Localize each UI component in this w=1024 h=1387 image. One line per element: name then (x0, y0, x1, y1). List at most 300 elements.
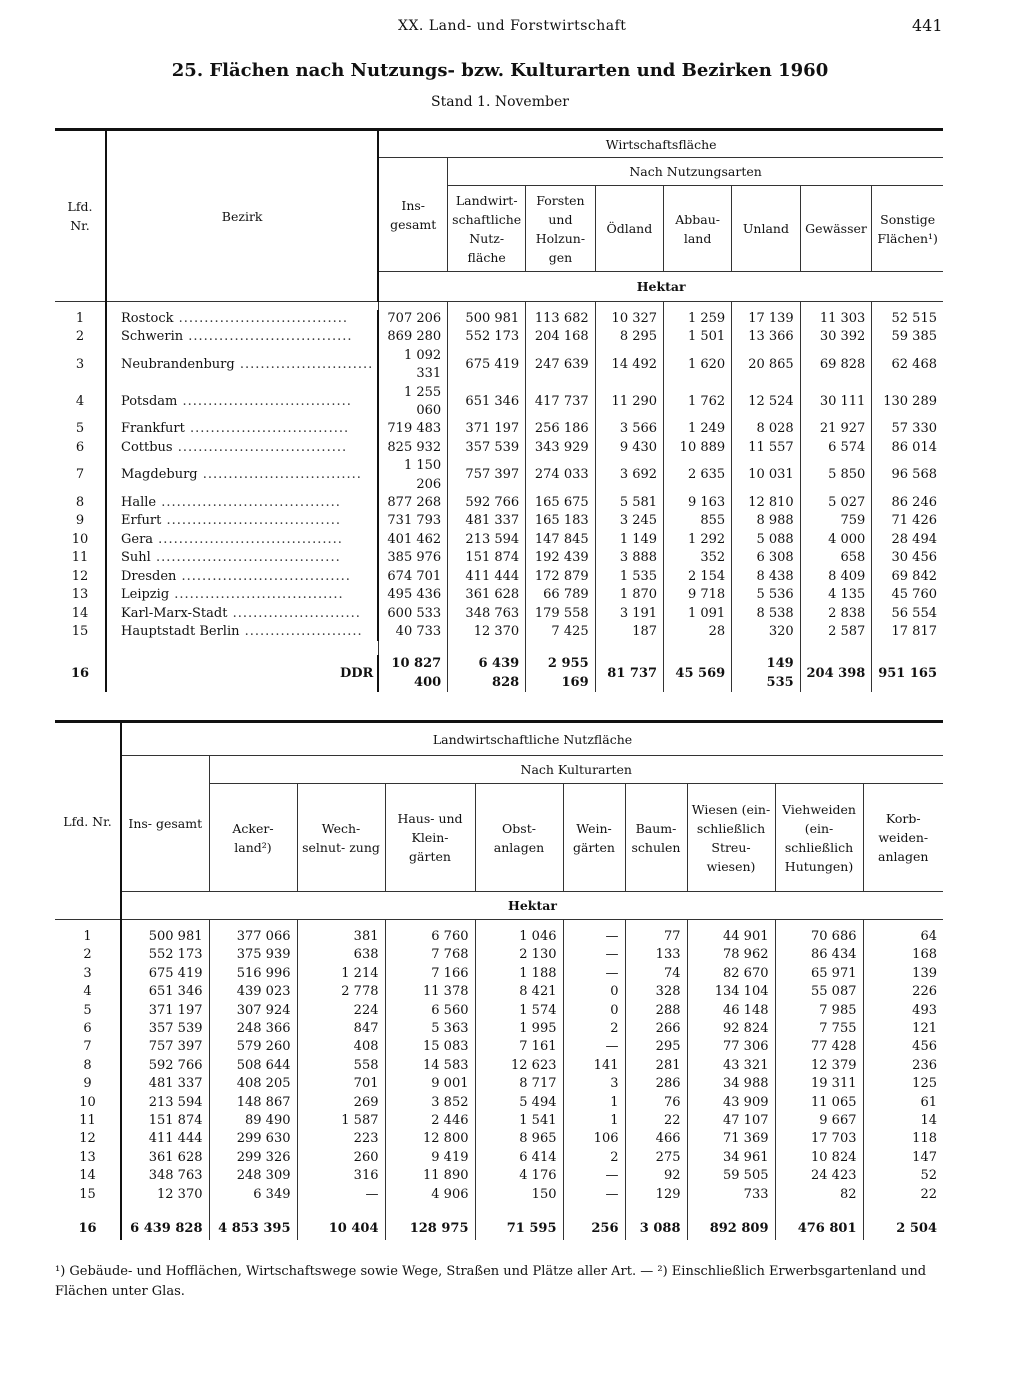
leader-dots: ................................. (177, 393, 352, 409)
value-cell: 1 249 (664, 420, 732, 438)
bezirk-name (106, 623, 378, 641)
separator-cell (385, 920, 475, 929)
header-wirtschaftsflaeche: Wirtschaftsfläche (378, 130, 943, 158)
value-cell: 17 139 (732, 310, 801, 328)
value-cell: 22 (863, 1186, 943, 1204)
value-cell: 759 (800, 512, 872, 530)
value-cell: 9 419 (385, 1149, 475, 1167)
table-wirtschaftsflaeche (55, 128, 943, 692)
value-cell: 286 (625, 1075, 687, 1093)
value-cell: 1 574 (475, 1002, 563, 1020)
chapter-title: XX. Land- und Forstwirtschaft (398, 18, 627, 34)
bezirk-label: Suhl (121, 550, 151, 566)
separator-cell (526, 302, 595, 311)
value-cell: 357 539 (448, 439, 526, 457)
value-cell: 21 927 (800, 420, 872, 438)
row-number: 6 (75, 439, 85, 455)
value-cell: 86 014 (872, 439, 943, 457)
value-cell: 5 494 (475, 1094, 563, 1112)
unit-label: Hektar (121, 892, 943, 920)
value-cell: 1 149 (595, 531, 663, 549)
value-cell: 269 (297, 1094, 385, 1112)
total-value: 45 569 (664, 655, 732, 692)
value-cell: 10 824 (775, 1149, 863, 1167)
spacer-cell (385, 1204, 475, 1218)
bezirk-label: Gera (121, 531, 154, 547)
value-cell: 77 (625, 928, 687, 946)
spacer-cell (872, 641, 943, 655)
header-abbauland: Abbau- land (664, 186, 732, 272)
row-number: 8 (83, 1057, 92, 1073)
value-cell: 651 346 (121, 983, 209, 1001)
value-cell: 8 965 (475, 1130, 563, 1148)
value-cell: 4 176 (475, 1167, 563, 1185)
value-cell: 316 (297, 1167, 385, 1185)
table-row (55, 1112, 943, 1130)
value-cell: 1 150 206 (378, 457, 447, 494)
value-cell: 757 397 (448, 457, 526, 494)
value-cell: 2 (563, 1149, 625, 1167)
row-number: 2 (83, 947, 92, 963)
table-row (55, 347, 943, 384)
value-cell: 44 901 (687, 928, 775, 946)
value-cell: 192 439 (526, 549, 595, 567)
row-number: 8 (75, 495, 85, 511)
value-cell: 14 (863, 1112, 943, 1130)
table-row (55, 420, 943, 438)
separator-cell (687, 920, 775, 929)
table-row (55, 512, 943, 530)
value-cell: 11 557 (732, 439, 801, 457)
row-number: 10 (71, 531, 89, 547)
value-cell: 348 763 (121, 1167, 209, 1185)
value-cell: 223 (297, 1130, 385, 1148)
leader-dots: ................................. (173, 311, 348, 326)
bezirk-name (106, 439, 378, 457)
bezirk-label: Schwerin (121, 329, 184, 345)
bezirk-name (106, 605, 378, 623)
leader-dots: ................................. (169, 587, 344, 603)
value-cell: 256 186 (526, 420, 595, 438)
value-cell: 141 (563, 1057, 625, 1075)
spacer-cell (800, 641, 872, 655)
value-cell: 552 173 (121, 946, 209, 964)
value-cell: 147 (863, 1149, 943, 1167)
value-cell: 731 793 (378, 512, 447, 530)
value-cell: 8 538 (732, 605, 801, 623)
bezirk-name (106, 568, 378, 586)
value-cell: 516 996 (209, 965, 297, 983)
value-cell: 877 268 (378, 494, 447, 512)
value-cell: 733 (687, 1186, 775, 1204)
value-cell: 6 308 (732, 549, 801, 567)
value-cell: 248 366 (209, 1020, 297, 1038)
bezirk-name (106, 549, 378, 567)
value-cell: 12 370 (448, 623, 526, 641)
spacer-cell (775, 1204, 863, 1218)
row-number: 5 (75, 421, 85, 437)
total-value: 128 975 (385, 1218, 475, 1240)
value-cell: 118 (863, 1130, 943, 1148)
leader-dots: ............................... (197, 467, 362, 483)
header-weingaerten: Wein- gärten (563, 784, 625, 892)
row-number: 16 (70, 665, 90, 681)
value-cell: 371 197 (448, 420, 526, 438)
value-cell: 0 (563, 983, 625, 1001)
value-cell: 106 (563, 1130, 625, 1148)
value-cell: 9 718 (664, 586, 732, 604)
separator-cell (106, 302, 378, 311)
value-cell: 381 (297, 928, 385, 946)
table-row (55, 1002, 943, 1020)
total-value: 10 404 (297, 1218, 385, 1240)
value-cell: 3 (563, 1075, 625, 1093)
value-cell: 2 154 (664, 568, 732, 586)
separator-cell (664, 302, 732, 311)
spacer-row (55, 1204, 943, 1218)
value-cell: 168 (863, 946, 943, 964)
value-cell: 17 703 (775, 1130, 863, 1148)
value-cell: 236 (863, 1057, 943, 1075)
header-nach-nutzungsarten: Nach Nutzungsarten (448, 158, 943, 186)
spacer-cell (475, 1204, 563, 1218)
value-cell: 77 428 (775, 1038, 863, 1056)
value-cell: 12 370 (121, 1186, 209, 1204)
unit-label: Hektar (378, 272, 943, 302)
value-cell: — (563, 928, 625, 946)
spacer-cell (209, 1204, 297, 1218)
table-row (55, 983, 943, 1001)
value-cell: 64 (863, 928, 943, 946)
separator-cell (732, 302, 801, 311)
separator-cell (775, 920, 863, 929)
spacer-cell (55, 1204, 121, 1218)
bezirk-label: Magdeburg (121, 467, 198, 483)
value-cell: 508 644 (209, 1057, 297, 1075)
value-cell: 299 630 (209, 1130, 297, 1148)
row-number: 11 (71, 550, 89, 566)
value-cell: 411 444 (448, 568, 526, 586)
value-cell: 43 909 (687, 1094, 775, 1112)
value-cell: 5 027 (800, 494, 872, 512)
value-cell: 30 111 (800, 384, 872, 421)
header-landwirtschaftliche-nutzflaeche: Landwirt- schaftliche Nutz- fläche (448, 186, 526, 272)
value-cell: 71 426 (872, 512, 943, 530)
value-cell: 65 971 (775, 965, 863, 983)
value-cell: 7 768 (385, 946, 475, 964)
leader-dots: ................................. (172, 439, 348, 455)
table-row (55, 605, 943, 623)
value-cell: 52 515 (872, 310, 943, 328)
bezirk-label: Cottbus (121, 439, 173, 455)
total-label: DDR (106, 655, 378, 692)
row-number: 13 (71, 587, 89, 603)
bezirk-name (106, 457, 378, 494)
value-cell: 651 346 (448, 384, 526, 421)
value-cell: 456 (863, 1038, 943, 1056)
value-cell: 30 456 (872, 549, 943, 567)
value-cell: 7 985 (775, 1002, 863, 1020)
table-row (55, 1094, 943, 1112)
value-cell: 8 421 (475, 983, 563, 1001)
leader-dots: .................................. (161, 513, 341, 529)
total-row (55, 1218, 943, 1240)
value-cell: 19 311 (775, 1075, 863, 1093)
spacer-cell (732, 641, 801, 655)
value-cell: 12 800 (385, 1130, 475, 1148)
separator-cell (872, 302, 943, 311)
spacer-cell (595, 641, 663, 655)
value-cell: 495 436 (378, 586, 447, 604)
value-cell: 348 763 (448, 605, 526, 623)
value-cell: 493 (863, 1002, 943, 1020)
value-cell: 55 087 (775, 983, 863, 1001)
value-cell: 5 088 (732, 531, 801, 549)
value-cell: 600 533 (378, 605, 447, 623)
value-cell: 224 (297, 1002, 385, 1020)
separator-cell (209, 920, 297, 929)
value-cell: 56 554 (872, 605, 943, 623)
value-cell: 57 330 (872, 420, 943, 438)
row-number: 9 (83, 1076, 92, 1092)
value-cell: 266 (625, 1020, 687, 1038)
value-cell: 15 083 (385, 1038, 475, 1056)
value-cell: 8 028 (732, 420, 801, 438)
value-cell: 274 033 (526, 457, 595, 494)
value-cell: 411 444 (121, 1130, 209, 1148)
value-cell: 247 639 (526, 347, 595, 384)
header-wechselnutzung: Wech- selnut- zung (297, 784, 385, 892)
header-bezirk: Bezirk (106, 130, 378, 302)
value-cell: 151 874 (121, 1112, 209, 1130)
separator-row (55, 920, 943, 929)
value-cell: 78 962 (687, 946, 775, 964)
separator-cell (595, 302, 663, 311)
value-cell: 3 852 (385, 1094, 475, 1112)
value-cell: 20 865 (732, 347, 801, 384)
bezirk-name (106, 420, 378, 438)
table-row (55, 623, 943, 641)
value-cell: 2 778 (297, 983, 385, 1001)
value-cell: 12 379 (775, 1057, 863, 1075)
page-header (0, 18, 1024, 40)
value-cell: 134 104 (687, 983, 775, 1001)
header-wiesen: Wiesen (ein- schließlich Streu- wiesen) (687, 784, 775, 892)
value-cell: 125 (863, 1075, 943, 1093)
row-number: 14 (71, 605, 89, 621)
table-row (55, 1020, 943, 1038)
value-cell: 147 845 (526, 531, 595, 549)
value-cell: 1 292 (664, 531, 732, 549)
header-lfd-nr: Lfd. Nr. (55, 130, 106, 302)
spacer-cell (664, 641, 732, 655)
value-cell: 4 135 (800, 586, 872, 604)
table-landwirtschaftliche-nutzflaeche (55, 720, 943, 1240)
value-cell: 11 303 (800, 310, 872, 328)
bezirk-label: Rostock (121, 311, 174, 326)
value-cell: 66 789 (526, 586, 595, 604)
value-cell: 307 924 (209, 1002, 297, 1020)
value-cell: 2 130 (475, 946, 563, 964)
separator-cell (475, 920, 563, 929)
value-cell: 226 (863, 983, 943, 1001)
footnote: ¹) Gebäude- und Hofflächen, Wirtschaftswege sowie Wege, Straßen und Plätze aller Art. — ²) Einschließlich Erwerbsgartenland und Flächen unter Glas. (55, 1264, 927, 1299)
value-cell: 165 183 (526, 512, 595, 530)
row-number: 5 (83, 1002, 92, 1018)
value-cell: 1 255 060 (378, 384, 447, 421)
value-cell: 377 066 (209, 928, 297, 946)
value-cell: 24 423 (775, 1167, 863, 1185)
table-row (55, 568, 943, 586)
bezirk-name (106, 586, 378, 604)
value-cell: 248 309 (209, 1167, 297, 1185)
total-value: 6 439 828 (121, 1218, 209, 1240)
value-cell: 401 462 (378, 531, 447, 549)
leader-dots: ................................. (176, 568, 351, 584)
spacer-cell (378, 641, 447, 655)
table-row (55, 328, 943, 346)
value-cell: 757 397 (121, 1038, 209, 1056)
spacer-cell (55, 641, 106, 655)
value-cell: 82 670 (687, 965, 775, 983)
row-number: 15 (71, 623, 89, 639)
value-cell: 5 581 (595, 494, 663, 512)
value-cell: 1 620 (664, 347, 732, 384)
row-number: 9 (75, 513, 85, 529)
header-oedland: Ödland (595, 186, 663, 272)
row-number: 4 (75, 393, 85, 409)
spacer-cell (121, 1204, 209, 1218)
value-cell: 320 (732, 623, 801, 641)
value-cell: 1 (563, 1094, 625, 1112)
value-cell: 34 961 (687, 1149, 775, 1167)
value-cell: 86 434 (775, 946, 863, 964)
value-cell: 275 (625, 1149, 687, 1167)
row-number: 12 (71, 568, 89, 584)
value-cell: 1 535 (595, 568, 663, 586)
table-row (55, 549, 943, 567)
value-cell: 5 850 (800, 457, 872, 494)
value-cell: 92 (625, 1167, 687, 1185)
leader-dots: ....................... (239, 623, 363, 639)
value-cell: 17 817 (872, 623, 943, 641)
value-cell: 260 (297, 1149, 385, 1167)
header-insgesamt: Ins- gesamt (121, 756, 209, 892)
value-cell: 1 214 (297, 965, 385, 983)
separator-cell (55, 302, 106, 311)
value-cell: 675 419 (121, 965, 209, 983)
total-value: 81 737 (595, 655, 663, 692)
value-cell: 481 337 (121, 1075, 209, 1093)
value-cell: 500 981 (448, 310, 526, 328)
value-cell: 52 (863, 1167, 943, 1185)
value-cell: 299 326 (209, 1149, 297, 1167)
row-number: 6 (83, 1021, 92, 1037)
value-cell: 855 (664, 512, 732, 530)
total-value: 6 439 828 (448, 655, 526, 692)
value-cell: 12 623 (475, 1057, 563, 1075)
separator-cell (563, 920, 625, 929)
total-value: 892 809 (687, 1218, 775, 1240)
value-cell: 701 (297, 1075, 385, 1093)
row-number: 3 (83, 965, 92, 981)
value-cell: 11 890 (385, 1167, 475, 1185)
value-cell: 28 494 (872, 531, 943, 549)
value-cell: 129 (625, 1186, 687, 1204)
row-number: 1 (83, 929, 92, 944)
value-cell: 13 366 (732, 328, 801, 346)
value-cell: 10 031 (732, 457, 801, 494)
value-cell: 1 501 (664, 328, 732, 346)
separator-cell (800, 302, 872, 311)
value-cell: 22 (625, 1112, 687, 1130)
spacer-cell (863, 1204, 943, 1218)
bezirk-name (106, 347, 378, 384)
separator-cell (448, 302, 526, 311)
value-cell: 86 246 (872, 494, 943, 512)
value-cell: 500 981 (121, 928, 209, 946)
table-title: 25. Flächen nach Nutzungs- bzw. Kulturarten und Bezirken 1960 (171, 60, 829, 81)
value-cell: 148 867 (209, 1094, 297, 1112)
row-number: 13 (79, 1149, 96, 1165)
total-value: 71 595 (475, 1218, 563, 1240)
value-cell: 28 (664, 623, 732, 641)
value-cell: 3 191 (595, 605, 663, 623)
row-number: 2 (75, 329, 85, 345)
value-cell: 165 675 (526, 494, 595, 512)
value-cell: 1 587 (297, 1112, 385, 1130)
value-cell: 7 755 (775, 1020, 863, 1038)
value-cell: 343 929 (526, 439, 595, 457)
value-cell: 719 483 (378, 420, 447, 438)
spacer-cell (526, 641, 595, 655)
total-value: 951 165 (872, 655, 943, 692)
value-cell: 172 879 (526, 568, 595, 586)
bezirk-label: Erfurt (121, 513, 162, 529)
value-cell: 76 (625, 1094, 687, 1112)
value-cell: 357 539 (121, 1020, 209, 1038)
spacer-cell (448, 641, 526, 655)
spacer-cell (625, 1204, 687, 1218)
header-obstanlagen: Obst- anlagen (475, 784, 563, 892)
value-cell: 130 289 (872, 384, 943, 421)
value-cell: 30 392 (800, 328, 872, 346)
value-cell: — (563, 946, 625, 964)
value-cell: 439 023 (209, 983, 297, 1001)
value-cell: 8 438 (732, 568, 801, 586)
value-cell: 8 717 (475, 1075, 563, 1093)
value-cell: 466 (625, 1130, 687, 1148)
value-cell: 552 173 (448, 328, 526, 346)
value-cell: 74 (625, 965, 687, 983)
spacer-cell (563, 1204, 625, 1218)
value-cell: 1 995 (475, 1020, 563, 1038)
value-cell: 5 536 (732, 586, 801, 604)
total-value: 4 853 395 (209, 1218, 297, 1240)
value-cell: 6 414 (475, 1149, 563, 1167)
total-row (55, 655, 943, 692)
value-cell: 11 378 (385, 983, 475, 1001)
value-cell: 8 988 (732, 512, 801, 530)
value-cell: 71 369 (687, 1130, 775, 1148)
bezirk-name (106, 494, 378, 512)
table-subtitle: Stand 1. November (431, 94, 569, 110)
value-cell: 328 (625, 983, 687, 1001)
value-cell: 179 558 (526, 605, 595, 623)
header-sonstige-flaechen: Sonstige Flächen¹) (872, 186, 943, 272)
header-landwirtschaftliche-nutzflaeche: Landwirtschaftliche Nutzfläche (121, 722, 943, 756)
header-lfd-nr: Lfd. Nr. (55, 722, 121, 920)
